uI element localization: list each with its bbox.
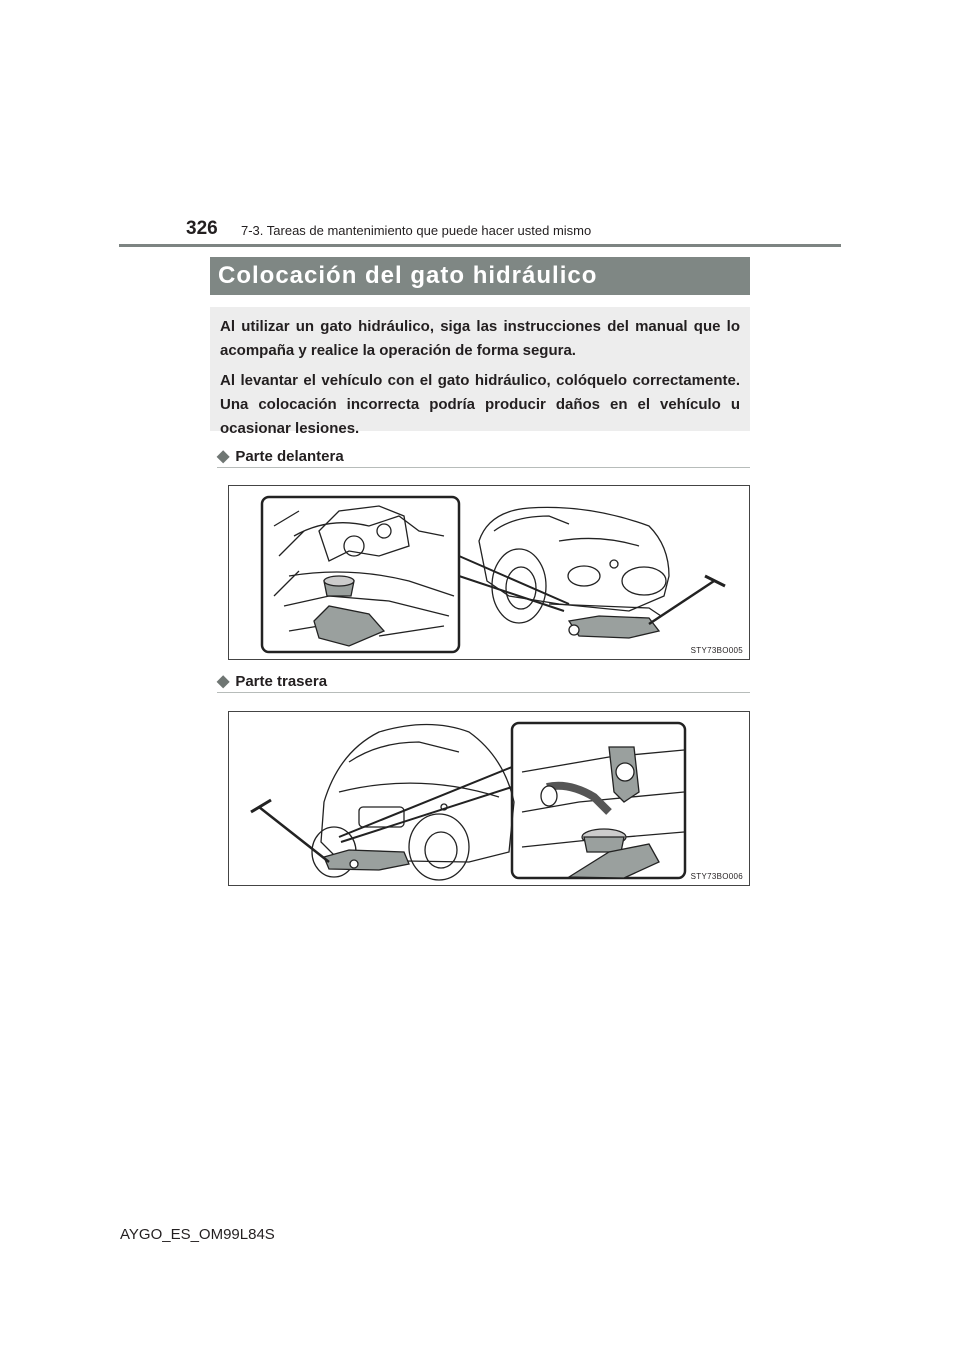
rear-figure-code: STY73BO006 — [690, 872, 743, 881]
rear-heading — [217, 671, 327, 691]
rear-heading-rule — [217, 692, 750, 693]
front-figure-code: STY73BO005 — [690, 646, 743, 655]
diamond-bullet-icon: ◆ — [217, 448, 230, 465]
page-number: 326 — [186, 218, 218, 239]
front-jack-drawing — [229, 486, 749, 659]
header-divider — [119, 244, 841, 247]
rear-heading-label: Parte trasera — [235, 673, 328, 690]
intro-notice — [210, 307, 750, 437]
front-jack-illustration — [228, 485, 750, 660]
front-heading — [217, 446, 344, 466]
diamond-bullet-icon: ◆ — [217, 673, 230, 690]
intro-paragraph-1: Al utilizar un gato hidráulico, siga las instrucciones del manual que lo acompaña y realice la operación de forma segura. — [220, 318, 740, 359]
page-title: Colocación del gato hidráulico — [210, 257, 750, 295]
rear-jack-illustration — [228, 711, 750, 886]
rear-jack-drawing — [229, 712, 749, 885]
front-heading-label: Parte delantera — [235, 448, 344, 465]
intro-paragraph-2: Al levantar el vehículo con el gato hidráulico, colóquelo correctamente. Una colocación incorrecta podría producir daños en el vehículo u ocasionar lesiones. — [220, 372, 740, 437]
document-code: AYGO_ES_OM99L84S — [120, 1226, 275, 1243]
section-header: 7-3. Tareas de mantenimiento que puede hacer usted mismo — [241, 223, 592, 238]
front-heading-rule — [217, 467, 750, 468]
